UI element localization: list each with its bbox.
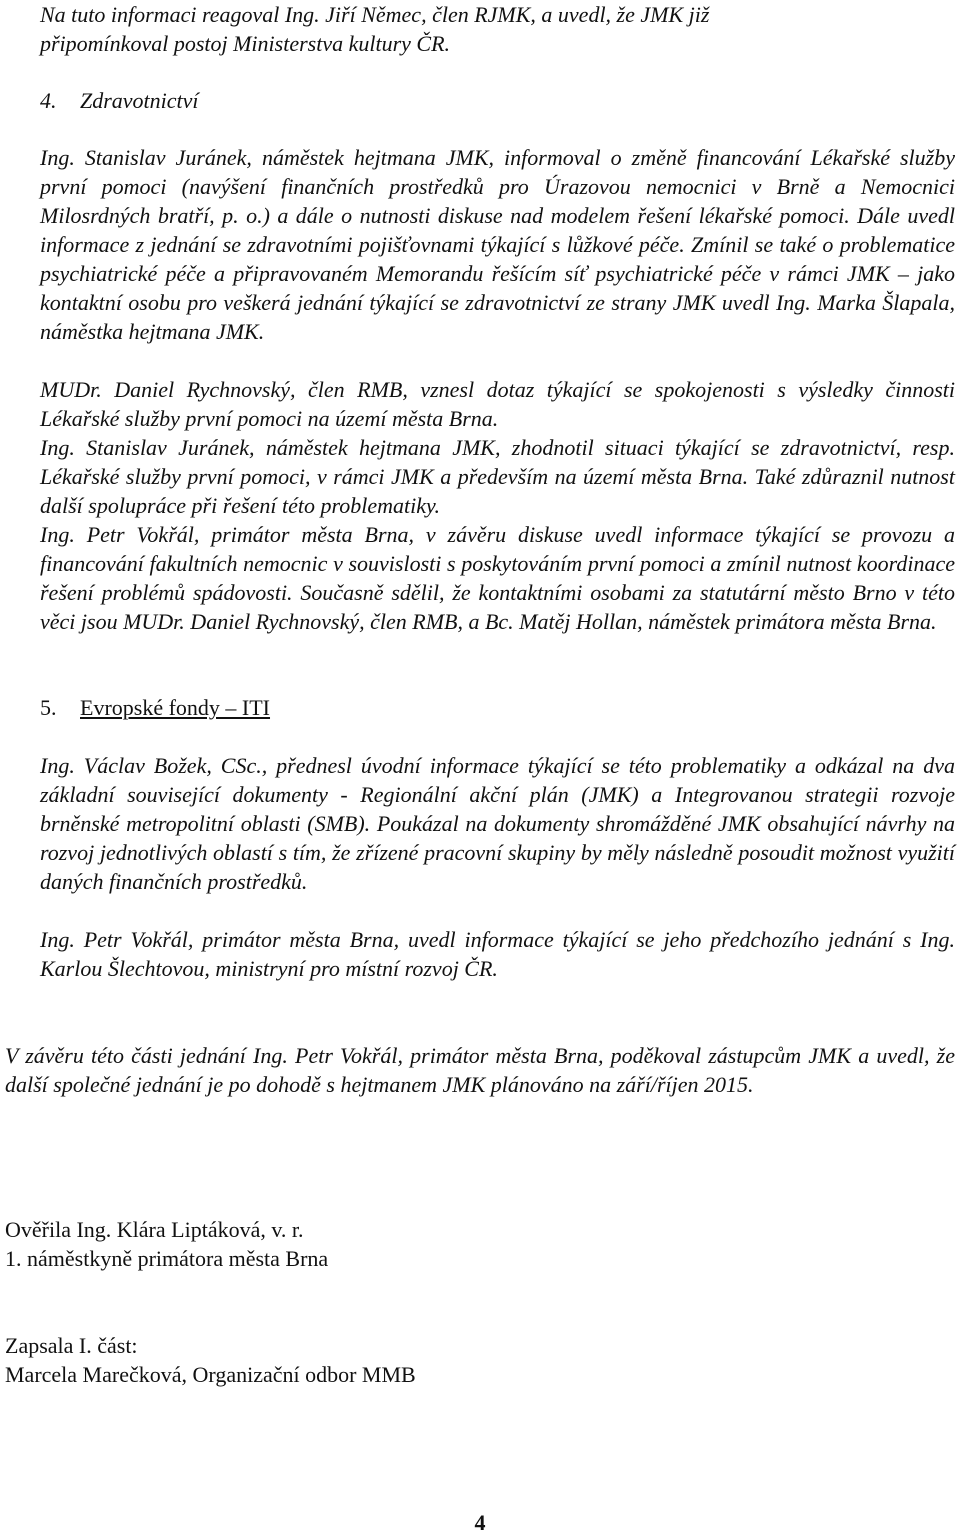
section-4-paragraph-3: Ing. Stanislav Juránek, náměstek hejtmana JMK, zhodnotil situaci týkající se zdravotnictví, resp. Lékařské služby první pomoci, v rámci JMK a především na území města Brna. Také zdůraznil nutnost další spolupráce při řešení této problematiky. (40, 435, 955, 518)
section-5-title: Evropské fondy – ITI (80, 695, 271, 720)
intro-line-1: Na tuto informaci reagoval Ing. Jiří Němec, člen RJMK, a uvedl, že JMK již (40, 2, 710, 27)
section-5-heading (40, 693, 270, 722)
recorder-block (5, 1331, 416, 1389)
verification-block (5, 1215, 328, 1273)
section-5-paragraph-1: Ing. Václav Božek, CSc., přednesl úvodní informace týkající se této problematiky a odkázal na dva základní související dokumenty - Regionální akční plán (JMK) a Integrovanou strategii rozvoje brněnské metropolitní oblasti (SMB). Poukázal na dokumenty shromážděné JMK obsahující návrhy na rozvoj jednotlivých oblastí s tím, že zřízené pracovní skupiny by měly následně posoudit možnost využití daných finančních prostředků. (40, 753, 955, 894)
verification-line-1: Ověřila Ing. Klára Liptáková, v. r. (5, 1217, 304, 1242)
intro-line-2: připomínkoval postoj Ministerstva kultury ČR. (40, 31, 451, 56)
section-4-paragraph-2: MUDr. Daniel Rychnovský, člen RMB, vznesl dotaz týkající se spokojenosti s výsledky činnosti Lékařské služby první pomoci na území města Brna. (40, 377, 955, 431)
section-4-paragraph-1: Ing. Stanislav Juránek, náměstek hejtmana JMK, informoval o změně financování Lékařské služby první pomoci (navýšení finančních prostředků pro Úrazovou nemocnici v Brně a Nemocnici Milosrdných bratří, p. o.) a dále o nutnosti diskuse nad modelem řešení lékařské pomoci. Dále uvedl informace z jednání se zdravotními pojišťovnami týkající s lůžkové péče. Zmínil se také o problematice psychiatrické péče a připravovaném Memorandu řešícím síť psychiatrické péče v rámci JMK – jako kontaktní osobu pro veškerá jednání týkající se zdravotnictví ze strany JMK uvedl Ing. Marka Šlapala, náměstka hejtmana JMK. (40, 145, 955, 344)
section-4-title: Zdravotnictví (80, 88, 199, 113)
section-5-paragraph-2: Ing. Petr Vokřál, primátor města Brna, uvedl informace týkající se jeho předchozího jednání s Ing. Karlou Šlechtovou, ministryní pro místní rozvoj ČR. (40, 927, 955, 981)
closing-paragraph: V závěru této části jednání Ing. Petr Vokřál, primátor města Brna, poděkoval zástupcům JMK a uvedl, že další společné jednání je po dohodě s hejtmanem JMK plánováno na září/říjen 2015. (5, 1043, 955, 1097)
section-5-number: 5. (40, 695, 57, 720)
page-number: 4 (474, 1510, 486, 1535)
section-4-paragraph-4: Ing. Petr Vokřál, primátor města Brna, v závěru diskuse uvedl informace týkající se provozu a financování fakultních nemocnic v souvislosti s poskytováním první pomoci a zmínil nutnost koordinace řešení problémů spádovosti. Současně sdělil, že kontaktními osobami za statutární město Brno v této věci jsou MUDr. Daniel Rychnovský, člen RMB, a Bc. Matěj Hollan, náměstek primátora města Brna. (40, 522, 955, 634)
section-4-number: 4. (40, 88, 57, 113)
recorder-line-1: Zapsala I. část: (5, 1333, 138, 1358)
section-4-heading (40, 86, 199, 115)
verification-line-2: 1. náměstkyně primátora města Brna (5, 1246, 329, 1271)
intro-paragraph (40, 0, 955, 58)
recorder-line-2: Marcela Marečková, Organizační odbor MMB (5, 1362, 416, 1387)
